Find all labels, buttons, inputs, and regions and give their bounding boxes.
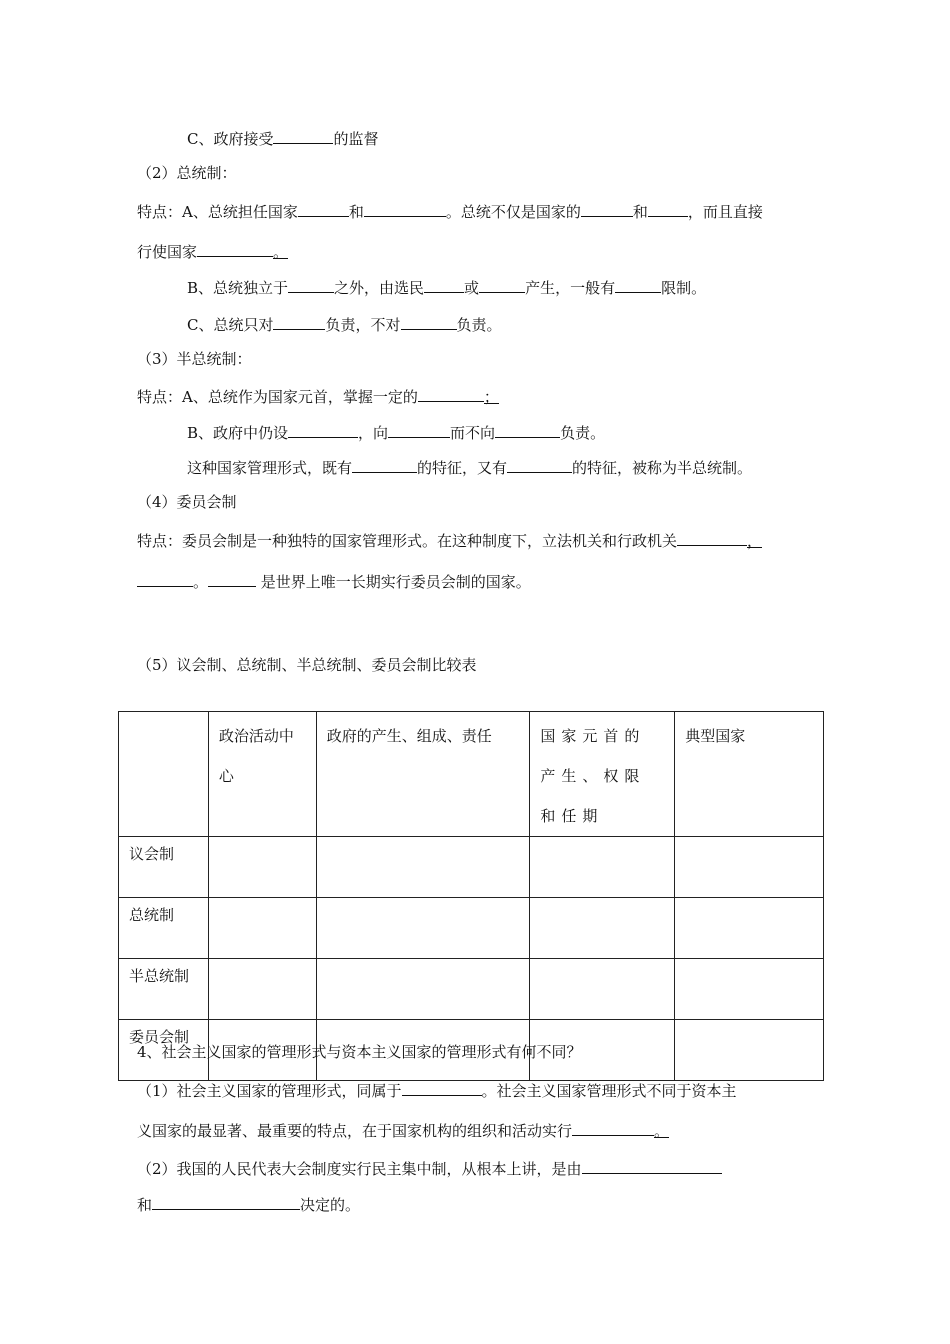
text: B、总统独立于 bbox=[187, 279, 289, 297]
row-label: 半总统制 bbox=[119, 959, 209, 1020]
text: 这种国家管理形式，既有 bbox=[187, 459, 353, 477]
blank[interactable] bbox=[572, 1119, 654, 1136]
line-q4-2 bbox=[137, 1157, 722, 1179]
blank[interactable] bbox=[401, 313, 457, 330]
text: 产生，一般有 bbox=[525, 279, 616, 297]
text: 负责。 bbox=[560, 424, 606, 442]
heading-committee bbox=[137, 492, 237, 512]
question-4 bbox=[137, 1042, 582, 1062]
line-gov-supervision bbox=[187, 127, 379, 149]
line-q4-1 bbox=[137, 1079, 737, 1101]
text: 的特征，被称为半总统制。 bbox=[572, 459, 753, 477]
text: （5）议会制、总统制、半总统制、委员会制比较表 bbox=[137, 656, 477, 674]
blank[interactable] bbox=[615, 276, 661, 293]
text: （3）半总统制： bbox=[137, 350, 252, 368]
table-cell[interactable] bbox=[208, 837, 316, 898]
blank[interactable] bbox=[288, 276, 334, 293]
table-header-cell: 政府的产生、组成、责任 bbox=[316, 712, 530, 837]
heading-semi-presidential bbox=[137, 349, 252, 369]
blank[interactable] bbox=[197, 240, 273, 257]
table-cell[interactable] bbox=[530, 898, 675, 959]
blank[interactable] bbox=[582, 1157, 722, 1174]
line-semi-a bbox=[137, 385, 499, 407]
table-cell[interactable] bbox=[530, 959, 675, 1020]
table-cell[interactable] bbox=[675, 837, 824, 898]
text: 。 bbox=[273, 243, 289, 261]
text: 和 bbox=[348, 203, 364, 221]
line-q4-1-cont bbox=[137, 1119, 669, 1141]
text: 特点：A、总统担任国家 bbox=[137, 203, 298, 221]
blank[interactable] bbox=[479, 276, 525, 293]
text: 特点：A、总统作为国家元首，掌握一定的 bbox=[137, 388, 418, 406]
blank[interactable] bbox=[388, 421, 450, 438]
table-cell[interactable] bbox=[675, 898, 824, 959]
text: 负责，不对 bbox=[325, 316, 401, 334]
text: ； bbox=[483, 388, 499, 406]
heading-comparison-table bbox=[137, 655, 477, 675]
line-semi-summary bbox=[187, 456, 752, 478]
text: 而不向 bbox=[450, 424, 496, 442]
text: 4、社会主义国家的管理形式与资本主义国家的管理形式有何不同？ bbox=[137, 1043, 582, 1061]
blank[interactable] bbox=[352, 456, 417, 473]
text: 。社会主义国家管理形式不同于资本主 bbox=[481, 1082, 737, 1100]
blank[interactable] bbox=[402, 1079, 482, 1096]
blank[interactable] bbox=[495, 421, 560, 438]
table-header-cell: 国家元首的产生、权限和任期 bbox=[530, 712, 675, 837]
line-presidential-a-cont bbox=[137, 240, 288, 262]
text: B、政府中仍设 bbox=[187, 424, 289, 442]
blank[interactable] bbox=[208, 570, 256, 587]
text: 决定的。 bbox=[300, 1196, 361, 1214]
text: 义国家的最显著、最重要的特点，在于国家机构的组织和活动实行 bbox=[137, 1122, 573, 1140]
blank[interactable] bbox=[152, 1193, 300, 1210]
blank[interactable] bbox=[273, 313, 325, 330]
table-cell[interactable] bbox=[316, 959, 530, 1020]
text: （1）社会主义国家的管理形式，同属于 bbox=[137, 1082, 402, 1100]
text: 特点：委员会制是一种独特的国家管理形式。在这种制度下，立法机关和行政机关 bbox=[137, 532, 678, 550]
text: 和 bbox=[632, 203, 648, 221]
table-header-cell bbox=[119, 712, 209, 837]
table-row bbox=[119, 959, 824, 1020]
row-label: 总统制 bbox=[119, 898, 209, 959]
table-row bbox=[119, 898, 824, 959]
blank[interactable] bbox=[648, 200, 688, 217]
table-header-row bbox=[119, 712, 824, 837]
text: 行使国家 bbox=[137, 243, 198, 261]
text: 和 bbox=[137, 1196, 153, 1214]
text: 负责。 bbox=[456, 316, 502, 334]
text: 限制。 bbox=[661, 279, 707, 297]
blank[interactable] bbox=[581, 200, 633, 217]
table-header-cell: 典型国家 bbox=[675, 712, 824, 837]
blank[interactable] bbox=[298, 200, 349, 217]
line-presidential-b bbox=[187, 276, 706, 298]
blank[interactable] bbox=[507, 456, 572, 473]
text: （2）总统制： bbox=[137, 164, 237, 182]
text: ， bbox=[747, 532, 763, 550]
table-cell[interactable] bbox=[208, 898, 316, 959]
table-header-cell: 政治活动中心 bbox=[208, 712, 316, 837]
row-label: 议会制 bbox=[119, 837, 209, 898]
line-presidential-c bbox=[187, 313, 502, 335]
table-cell[interactable] bbox=[316, 837, 530, 898]
line-q4-2-cont bbox=[137, 1193, 360, 1215]
blank[interactable] bbox=[424, 276, 464, 293]
table-cell[interactable] bbox=[530, 837, 675, 898]
comparison-table bbox=[118, 711, 824, 1081]
text: ，而且直接 bbox=[687, 203, 763, 221]
text: 之外，由选民 bbox=[334, 279, 425, 297]
text: C、政府接受 bbox=[187, 130, 274, 148]
blank[interactable] bbox=[364, 200, 446, 217]
line-semi-b bbox=[187, 421, 605, 443]
blank[interactable] bbox=[137, 570, 193, 587]
text: 。总统不仅是国家的 bbox=[445, 203, 581, 221]
text: 或 bbox=[464, 279, 480, 297]
text: （4）委员会制 bbox=[137, 493, 237, 511]
table-cell[interactable] bbox=[675, 1020, 824, 1081]
text: ，向 bbox=[358, 424, 389, 442]
text: 。 bbox=[193, 573, 209, 591]
text: C、总统只对 bbox=[187, 316, 274, 334]
text: 的特征，又有 bbox=[417, 459, 508, 477]
heading-presidential bbox=[137, 163, 237, 183]
text: 。 bbox=[654, 1122, 670, 1140]
line-committee-b bbox=[137, 570, 531, 592]
line-committee-a bbox=[137, 529, 762, 551]
blank[interactable] bbox=[288, 421, 358, 438]
text: 的监督 bbox=[333, 130, 379, 148]
table-cell[interactable] bbox=[675, 959, 824, 1020]
line-presidential-a bbox=[137, 200, 763, 222]
table-row bbox=[119, 837, 824, 898]
text: （2）我国的人民代表大会制度实行民主集中制，从根本上讲，是由 bbox=[137, 1160, 582, 1178]
blank[interactable] bbox=[418, 385, 484, 402]
row-label: 委员会制 bbox=[119, 1020, 209, 1081]
blank[interactable] bbox=[273, 127, 333, 144]
blank[interactable] bbox=[677, 529, 747, 546]
text: 是世界上唯一长期实行委员会制的国家。 bbox=[260, 573, 531, 591]
table-cell[interactable] bbox=[208, 959, 316, 1020]
table-cell[interactable] bbox=[316, 898, 530, 959]
